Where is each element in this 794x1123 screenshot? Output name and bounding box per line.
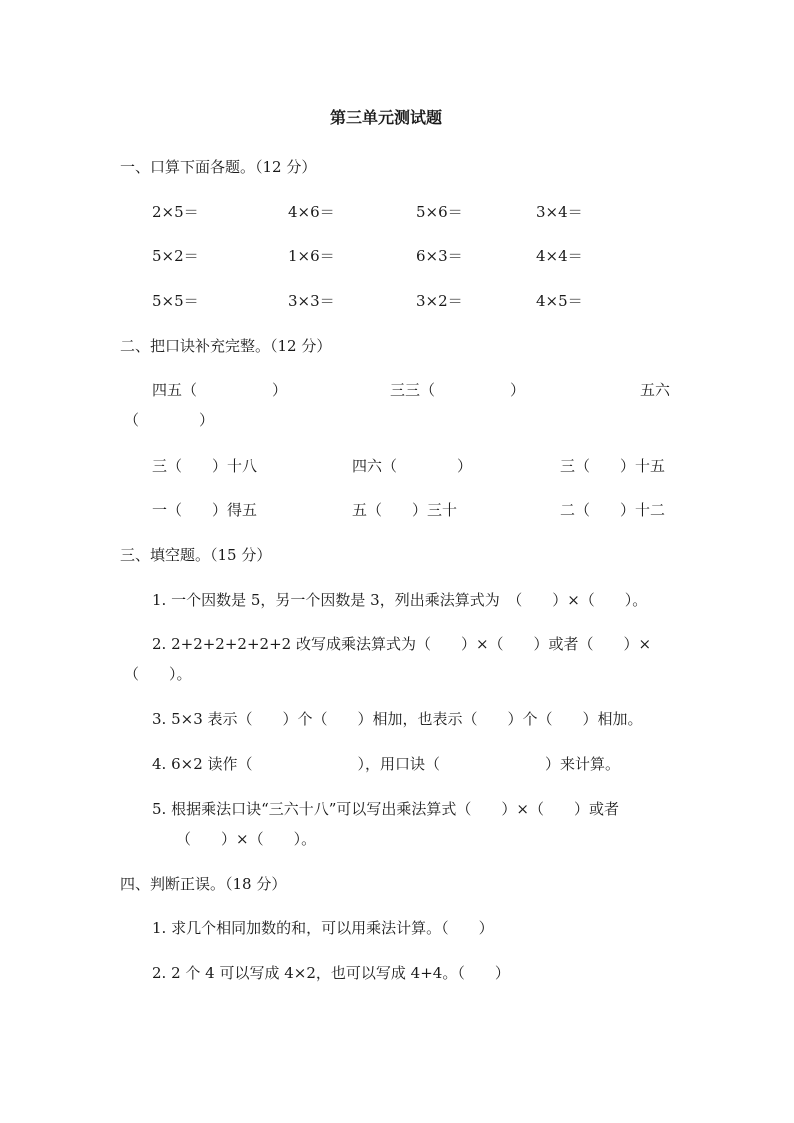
fill-question-2-wrap: （ ）。 — [124, 665, 192, 683]
fill-question-5-wrap: （ ）×（ ）。 — [176, 830, 317, 848]
fill-question-5: 5. 根据乘法口诀“三六十八”可以写出乘法算式（ ）×（ ）或者 — [152, 800, 619, 818]
calc-item: 4×4＝ — [536, 247, 583, 265]
rhyme-item: 五（ ）三十 — [352, 501, 458, 519]
rhyme-item: 三（ ）十八 — [152, 457, 258, 475]
rhyme-item: 一（ ）得五 — [152, 501, 258, 519]
calc-item: 1×6＝ — [288, 247, 335, 265]
calc-item: 5×5＝ — [152, 292, 199, 310]
rhyme-item: 四六（ ） — [352, 457, 473, 475]
judge-question-1: 1. 求几个相同加数的和，可以用乘法计算。（ ） — [152, 919, 494, 937]
section1-heading: 一、口算下面各题。（12 分） — [120, 158, 317, 176]
calc-item: 3×3＝ — [288, 292, 335, 310]
fill-question-1: 1. 一个因数是 5，另一个因数是 3，列出乘法算式为 （ ）×（ ）。 — [152, 591, 648, 609]
calc-item: 4×6＝ — [288, 203, 335, 221]
rhyme-item: 四五（ ） — [152, 381, 288, 399]
section4-heading: 四、判断正误。（18 分） — [120, 875, 287, 893]
rhyme-item: 五六 — [640, 381, 671, 399]
rhyme-item: 三三（ ） — [390, 381, 526, 399]
calc-item: 4×5＝ — [536, 292, 583, 310]
calc-item: 6×3＝ — [416, 247, 463, 265]
fill-question-3: 3. 5×3 表示（ ）个（ ）相加，也表示（ ）个（ ）相加。 — [152, 710, 643, 728]
rhyme-item-wrap: （ ） — [124, 411, 215, 429]
calc-item: 3×2＝ — [416, 292, 463, 310]
fill-question-2: 2. 2+2+2+2+2+2 改写成乘法算式为（ ）×（ ）或者（ ）× — [152, 635, 652, 653]
rhyme-item: 二（ ）十二 — [560, 501, 666, 519]
calc-item: 5×2＝ — [152, 247, 199, 265]
calc-item: 2×5＝ — [152, 203, 199, 221]
rhyme-item: 三（ ）十五 — [560, 457, 666, 475]
fill-question-4: 4. 6×2 读作（ ），用口诀（ ）来计算。 — [152, 755, 621, 773]
calc-item: 5×6＝ — [416, 203, 463, 221]
section3-heading: 三、填空题。（15 分） — [120, 546, 272, 564]
calc-item: 3×4＝ — [536, 203, 583, 221]
section2-heading: 二、把口诀补充完整。（12 分） — [120, 337, 332, 355]
judge-question-2: 2. 2 个 4 可以写成 4×2，也可以写成 4+4。（ ） — [152, 964, 510, 982]
page-title: 第三单元测试题 — [330, 108, 443, 127]
